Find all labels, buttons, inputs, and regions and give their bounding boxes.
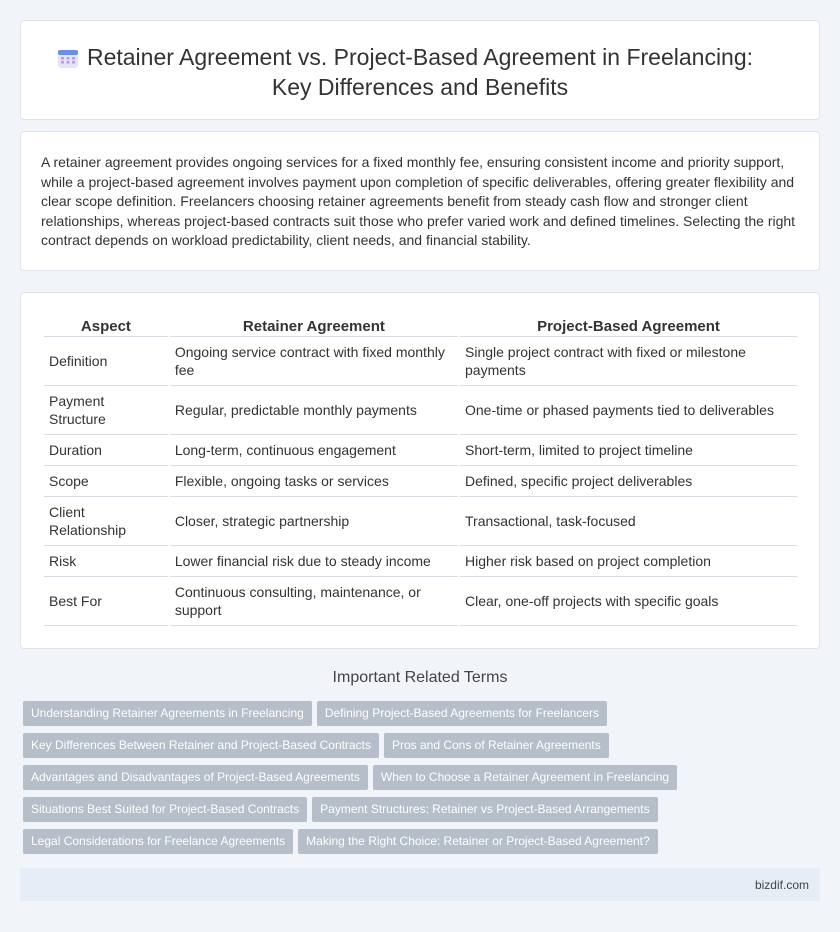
cell-retainer: Long-term, continuous engagement — [170, 435, 458, 466]
cell-project: Clear, one-off projects with specific goals — [460, 577, 797, 626]
site-link[interactable]: bizdif.com — [754, 878, 809, 892]
related-term-tag[interactable]: Advantages and Disadvantages of Project-Based Agreements — [23, 765, 368, 790]
related-terms-tags — [23, 701, 823, 861]
table-row — [44, 546, 797, 577]
related-term-tag[interactable]: Key Differences Between Retainer and Project-Based Contracts — [23, 733, 379, 758]
table-row — [44, 386, 797, 435]
tag-row — [23, 797, 823, 829]
cell-project: Short-term, limited to project timeline — [460, 435, 797, 466]
cell-aspect: Risk — [44, 546, 168, 577]
table-row — [44, 497, 797, 546]
cell-aspect: Payment Structure — [44, 386, 168, 435]
cell-retainer: Closer, strategic partnership — [170, 497, 458, 546]
cell-project: Single project contract with fixed or milestone payments — [460, 337, 797, 386]
intro-card — [20, 131, 820, 271]
cell-retainer: Lower financial risk due to steady income — [170, 546, 458, 577]
page-title-line2: Key Differences and Benefits — [271, 74, 569, 100]
table-row — [44, 435, 797, 466]
related-term-tag[interactable]: Making the Right Choice: Retainer or Project-Based Agreement? — [298, 829, 658, 854]
cell-aspect: Best For — [44, 577, 168, 626]
cell-retainer: Ongoing service contract with fixed monthly fee — [170, 337, 458, 386]
related-term-tag[interactable]: Situations Best Suited for Project-Based Contracts — [23, 797, 307, 822]
related-term-tag[interactable]: When to Choose a Retainer Agreement in Freelancing — [373, 765, 677, 790]
tag-row — [23, 701, 823, 733]
cell-project: Higher risk based on project completion — [460, 546, 797, 577]
comparison-table — [42, 315, 799, 626]
cell-project: One-time or phased payments tied to deliverables — [460, 386, 797, 435]
related-term-tag[interactable]: Payment Structures: Retainer vs Project-Based Arrangements — [312, 797, 657, 822]
cell-retainer: Regular, predictable monthly payments — [170, 386, 458, 435]
related-term-tag[interactable]: Legal Considerations for Freelance Agreements — [23, 829, 293, 854]
tag-row — [23, 765, 823, 797]
tag-row — [23, 829, 823, 861]
intro-paragraph: A retainer agreement provides ongoing services for a fixed monthly fee, ensuring consistent income and priority support, while a project-based agreement involves payment upon completion of specific deliverables, offering greater flexibility and clear scope definition. Freelancers choosing retainer agreements benefit from steady cash flow and stronger client relationships, whereas project-based contracts suit those who prefer varied work and defined timelines. Selecting the right contract depends on workload predictability, client needs, and financial stability. — [41, 154, 796, 249]
header-aspect: Aspect — [44, 315, 168, 337]
table-row — [44, 577, 797, 626]
related-term-tag[interactable]: Defining Project-Based Agreements for Freelancers — [317, 701, 607, 726]
header-card — [20, 20, 820, 120]
cell-aspect: Duration — [44, 435, 168, 466]
cell-project: Defined, specific project deliverables — [460, 466, 797, 497]
cell-project: Transactional, task-focused — [460, 497, 797, 546]
cell-retainer: Flexible, ongoing tasks or services — [170, 466, 458, 497]
tag-row — [23, 733, 823, 765]
table-row — [44, 466, 797, 497]
related-term-tag[interactable]: Pros and Cons of Retainer Agreements — [384, 733, 609, 758]
page-title-line1: Retainer Agreement vs. Project-Based Agreement in Freelancing: — [86, 44, 754, 70]
page-title — [21, 42, 819, 102]
footer-bar — [20, 868, 820, 901]
cell-aspect: Client Relationship — [44, 497, 168, 546]
related-terms-heading: Important Related Terms — [332, 669, 508, 686]
table-row — [44, 337, 797, 386]
header-project: Project-Based Agreement — [460, 315, 797, 337]
header-retainer: Retainer Agreement — [170, 315, 458, 337]
cell-aspect: Definition — [44, 337, 168, 386]
cell-aspect: Scope — [44, 466, 168, 497]
cell-retainer: Continuous consulting, maintenance, or support — [170, 577, 458, 626]
comparison-table-card — [20, 292, 820, 649]
table-header-row — [44, 315, 797, 337]
related-term-tag[interactable]: Understanding Retainer Agreements in Freelancing — [23, 701, 312, 726]
